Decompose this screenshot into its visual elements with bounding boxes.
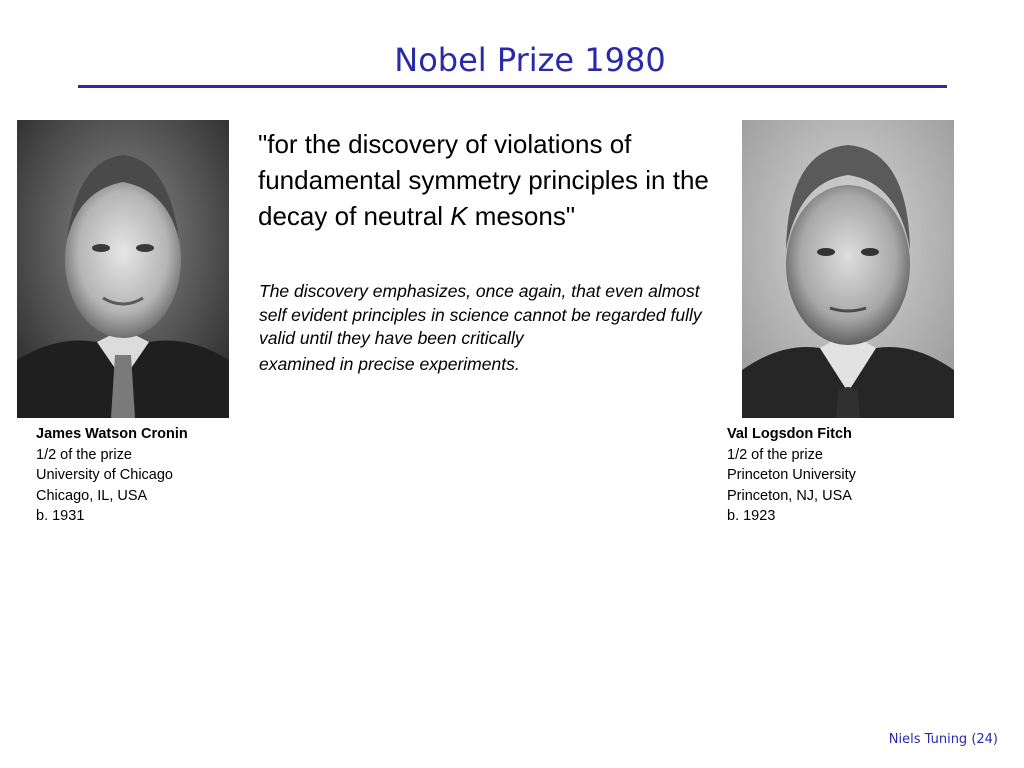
citation-text-start: "for the discovery of violations of fundamental symmetry principles in the decay of neutral	[258, 129, 709, 231]
slide-footer: Niels Tuning (24)	[888, 732, 998, 747]
laureate-name: James Watson Cronin	[36, 426, 188, 442]
nobel-citation	[258, 126, 728, 234]
title-underline	[78, 85, 947, 88]
citation-k-symbol: K	[450, 201, 468, 231]
laureate-location: Chicago, IL, USA	[36, 487, 148, 504]
laureate-share: 1/2 of the prize	[36, 446, 132, 463]
laureate-name: Val Logsdon Fitch	[727, 426, 852, 442]
laureate-birth-year: b. 1923	[727, 508, 776, 524]
remark-main-text: The discovery emphasizes, once again, that even almost self evident principles in science cannot be regarded fully valid until they have been critically	[259, 281, 702, 348]
laureate-institution: University of Chicago	[36, 467, 173, 483]
laureate-institution: Princeton University	[727, 467, 856, 483]
discovery-remark	[259, 280, 719, 376]
citation-text-end: mesons"	[467, 201, 576, 231]
laureate-location: Princeton, NJ, USA	[727, 487, 852, 504]
laureate-caption-cronin	[36, 424, 188, 527]
remark-last-line: examined in precise experiments.	[259, 353, 520, 374]
slide-title: Nobel Prize 1980	[394, 41, 666, 79]
portrait-photo-cronin	[17, 120, 229, 418]
portrait-photo-fitch	[742, 120, 954, 418]
laureate-share: 1/2 of the prize	[727, 446, 823, 463]
laureate-birth-year: b. 1931	[36, 508, 85, 524]
laureate-caption-fitch	[727, 424, 856, 527]
